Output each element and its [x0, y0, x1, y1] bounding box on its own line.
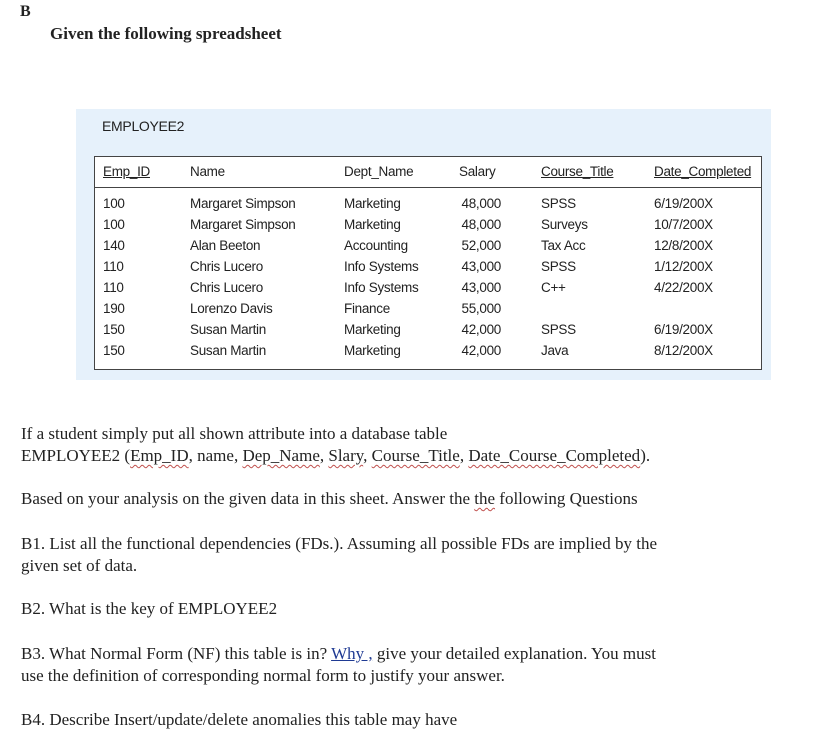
question-b2: B2. What is the key of EMPLOYEE2	[21, 599, 278, 618]
table-caption: EMPLOYEE2	[102, 118, 185, 134]
intro-prefix: EMPLOYEE2 (	[21, 446, 131, 465]
cell-emp-id: 150	[103, 322, 125, 337]
intro-paragraph	[21, 423, 761, 467]
attr-emp-id: Emp_ID	[130, 446, 189, 465]
intro-line-2	[21, 445, 761, 467]
table-row	[95, 319, 761, 340]
cell-name: Margaret Simpson	[190, 217, 296, 232]
b3-line1-suffix: give your detailed explanation. You must	[372, 644, 656, 663]
cell-course-title: SPSS	[541, 196, 576, 211]
cell-emp-id: 190	[103, 301, 125, 316]
cell-date-completed: 1/12/200X	[654, 259, 713, 274]
cell-dept-name: Marketing	[344, 196, 401, 211]
table-row	[95, 256, 761, 277]
cell-course-title: Tax Acc	[541, 238, 586, 253]
column-header-salary: Salary	[459, 164, 496, 179]
cell-salary: 48,000	[461, 217, 501, 232]
b3-why: Why ,	[331, 644, 373, 663]
cell-date-completed: 6/19/200X	[654, 322, 713, 337]
cell-emp-id: 100	[103, 217, 125, 232]
cell-dept-name: Marketing	[344, 217, 401, 232]
intro-sep: ,	[319, 446, 329, 465]
cell-salary: 55,000	[461, 301, 501, 316]
table-row	[95, 340, 761, 361]
intro-suffix: ).	[640, 446, 651, 465]
table-row	[95, 235, 761, 256]
cell-emp-id: 140	[103, 238, 125, 253]
cell-salary: 52,000	[461, 238, 501, 253]
cell-salary: 43,000	[461, 280, 501, 295]
column-header-name: Name	[190, 164, 225, 179]
cell-salary: 48,000	[461, 196, 501, 211]
cell-course-title: C++	[541, 280, 566, 295]
attr-slary: Slary	[328, 446, 364, 465]
cell-name: Lorenzo Davis	[190, 301, 273, 316]
cell-emp-id: 110	[103, 280, 124, 295]
column-header-date-completed: Date_Completed	[654, 164, 752, 179]
question-b1	[21, 533, 761, 577]
cell-name: Susan Martin	[190, 343, 266, 358]
header-divider	[95, 187, 761, 188]
cell-date-completed: 12/8/200X	[654, 238, 713, 253]
cell-salary: 42,000	[461, 343, 501, 358]
b3-prefix: B3. What Normal Form (NF) this table is in?	[21, 644, 332, 663]
cell-emp-id: 150	[103, 343, 125, 358]
b1-line-1: B1. List all the functional dependencies (FDs.). Assuming all possible FDs are implied by the	[21, 534, 657, 553]
cell-dept-name: Info Systems	[344, 280, 419, 295]
table-row	[95, 193, 761, 214]
b3-line-2: use the definition of corresponding normal form to justify your answer.	[21, 666, 505, 685]
cell-dept-name: Info Systems	[344, 259, 419, 274]
cell-course-title: SPSS	[541, 322, 576, 337]
table-row	[95, 214, 761, 235]
duplicate-word: the	[474, 489, 496, 508]
intro-line-1: If a student simply put all shown attribute into a database table	[21, 424, 448, 443]
analysis-prefix: Based on your analysis on the given data in this sheet. Answer the	[21, 489, 475, 508]
table-row	[95, 277, 761, 298]
analysis-suffix: following Questions	[495, 489, 638, 508]
cell-date-completed: 8/12/200X	[654, 343, 713, 358]
cell-name: Alan Beeton	[190, 238, 261, 253]
intro-sep: ,	[459, 446, 469, 465]
cell-dept-name: Finance	[344, 301, 390, 316]
column-header-dept-name: Dept_Name	[344, 164, 414, 179]
cell-dept-name: Marketing	[344, 343, 401, 358]
cell-course-title: SPSS	[541, 259, 576, 274]
cell-course-title: Surveys	[541, 217, 588, 232]
attr-date-course-completed: Date_Course_Completed	[468, 446, 641, 465]
column-header-emp-id: Emp_ID	[103, 164, 150, 179]
attr-course-title: Course_Title	[371, 446, 460, 465]
attr-dep-name: Dep_Name	[242, 446, 320, 465]
analysis-paragraph	[21, 488, 761, 510]
page-heading: Given the following spreadsheet	[50, 24, 282, 43]
cell-course-title: Java	[541, 343, 569, 358]
cell-name: Chris Lucero	[190, 280, 263, 295]
employee-table	[94, 156, 762, 370]
question-b3	[21, 643, 761, 687]
cell-emp-id: 110	[103, 259, 124, 274]
cell-date-completed: 10/7/200X	[654, 217, 713, 232]
intro-sep: ,	[363, 446, 372, 465]
cell-salary: 43,000	[461, 259, 501, 274]
b1-line-2: given set of data.	[21, 556, 138, 575]
table-row	[95, 298, 761, 319]
b3-line-1	[21, 643, 761, 665]
section-letter: B	[20, 3, 31, 20]
column-header-course-title: Course_Title	[541, 164, 614, 179]
cell-date-completed: 4/22/200X	[654, 280, 713, 295]
cell-name: Margaret Simpson	[190, 196, 296, 211]
cell-dept-name: Marketing	[344, 322, 401, 337]
question-b4: B4. Describe Insert/update/delete anomalies this table may have	[21, 710, 458, 729]
cell-salary: 42,000	[461, 322, 501, 337]
cell-emp-id: 100	[103, 196, 125, 211]
cell-name: Chris Lucero	[190, 259, 263, 274]
cell-dept-name: Accounting	[344, 238, 408, 253]
cell-name: Susan Martin	[190, 322, 266, 337]
intro-sep: , name,	[188, 446, 243, 465]
cell-date-completed: 6/19/200X	[654, 196, 713, 211]
